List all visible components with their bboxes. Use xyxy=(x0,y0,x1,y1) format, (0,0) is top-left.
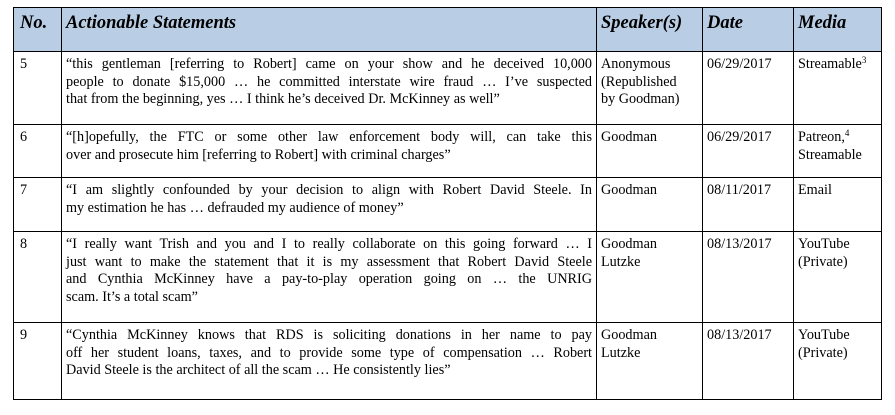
table-header-row xyxy=(14,8,882,52)
statement-line: just want to make the statement that it is my assessment that Robert David Steele xyxy=(66,253,592,270)
header-speakers: Speaker(s) xyxy=(597,8,703,52)
table-row xyxy=(14,178,882,232)
media-label: Patreon, xyxy=(798,129,845,145)
row-number: 6 xyxy=(14,125,62,178)
statement-cell xyxy=(62,178,597,232)
date-cell: 08/13/2017 xyxy=(703,323,794,400)
media-cell xyxy=(794,125,882,178)
statement-line: people to donate $15,000 … he committed interstate wire fraud … I’ve suspected xyxy=(66,73,592,90)
speaker-line: Goodman xyxy=(601,327,657,343)
table-row xyxy=(14,52,882,125)
media-label: (Private) xyxy=(798,253,848,270)
speaker-line: Goodman xyxy=(601,236,657,252)
statement-line: that from the beginning, yes … I think he’s deceived Dr. McKinney as well” xyxy=(66,91,500,108)
row-number: 8 xyxy=(14,232,62,323)
speaker-line: Goodman xyxy=(601,129,657,145)
statement-line: off her student loans, taxes, and to provide some type of compensation … Robert xyxy=(66,344,592,361)
speaker-cell xyxy=(597,323,703,400)
statement-line: “Cynthia McKinney knows that RDS is soliciting donations in her name to pay xyxy=(66,327,592,343)
statement-line: “I really want Trish and you and I to really collaborate on this going forward … I xyxy=(66,236,592,252)
speaker-line: Lutzke xyxy=(601,344,641,361)
media-label: YouTube xyxy=(798,236,850,252)
statements-table xyxy=(13,7,882,400)
speaker-line: (Republished xyxy=(601,73,677,90)
date-cell: 08/11/2017 xyxy=(703,178,794,232)
media-line xyxy=(798,345,877,363)
speaker-line: Lutzke xyxy=(601,253,641,270)
media-line xyxy=(798,327,877,345)
media-line xyxy=(798,254,877,272)
media-cell xyxy=(794,178,882,232)
media-label: YouTube xyxy=(798,327,850,343)
row-number: 5 xyxy=(14,52,62,125)
speaker-line: Anonymous xyxy=(601,56,671,72)
statement-line: “I am slightly confounded by your decision to align with Robert David Steele. In xyxy=(66,182,592,198)
speaker-line: Goodman xyxy=(601,182,657,198)
header-media: Media xyxy=(794,8,882,52)
header-date: Date xyxy=(703,8,794,52)
statement-line: over and prosecute him [referring to Robert] with criminal charges” xyxy=(66,146,451,163)
table-row xyxy=(14,125,882,178)
date-cell: 06/29/2017 xyxy=(703,52,794,125)
media-label: Streamable xyxy=(798,146,862,163)
footnote-marker: 4 xyxy=(844,128,850,138)
statement-line: “[h]opefully, the FTC or some other law enforcement body will, can take this xyxy=(66,129,592,145)
media-label: Email xyxy=(798,182,832,198)
table-row xyxy=(14,232,882,323)
speaker-cell xyxy=(597,52,703,125)
statement-cell xyxy=(62,232,597,323)
statement-cell xyxy=(62,323,597,400)
row-number: 9 xyxy=(14,323,62,400)
statement-line: David Steele is the architect of all the scam … He consistently lies” xyxy=(66,362,451,379)
speaker-cell xyxy=(597,232,703,323)
statement-line: “this gentleman [referring to Robert] came on your show and he deceived 10,000 xyxy=(66,56,592,72)
date-cell: 06/29/2017 xyxy=(703,125,794,178)
footnote-marker: 3 xyxy=(861,55,867,65)
media-label: (Private) xyxy=(798,344,848,361)
media-cell xyxy=(794,232,882,323)
media-line xyxy=(798,129,877,147)
media-label: Streamable xyxy=(798,56,862,72)
speaker-cell xyxy=(597,125,703,178)
header-statements: Actionable Statements xyxy=(62,8,597,52)
speaker-line: by Goodman) xyxy=(601,91,680,108)
media-line xyxy=(798,56,877,74)
date-cell: 08/13/2017 xyxy=(703,232,794,323)
row-number: 7 xyxy=(14,178,62,232)
statement-cell xyxy=(62,52,597,125)
media-line xyxy=(798,236,877,254)
media-cell xyxy=(794,52,882,125)
header-no: No. xyxy=(14,8,62,52)
media-line xyxy=(798,182,877,200)
statement-line: my estimation he has … defrauded my audience of money” xyxy=(66,199,404,216)
speaker-cell xyxy=(597,178,703,232)
table-row xyxy=(14,323,882,400)
statement-line: scam. It’s a total scam” xyxy=(66,288,198,305)
media-cell xyxy=(794,323,882,400)
media-line xyxy=(798,147,877,165)
statement-line: and Cynthia McKinney have a pay-to-play operation going on … the UNRIG xyxy=(66,271,592,288)
statement-cell xyxy=(62,125,597,178)
